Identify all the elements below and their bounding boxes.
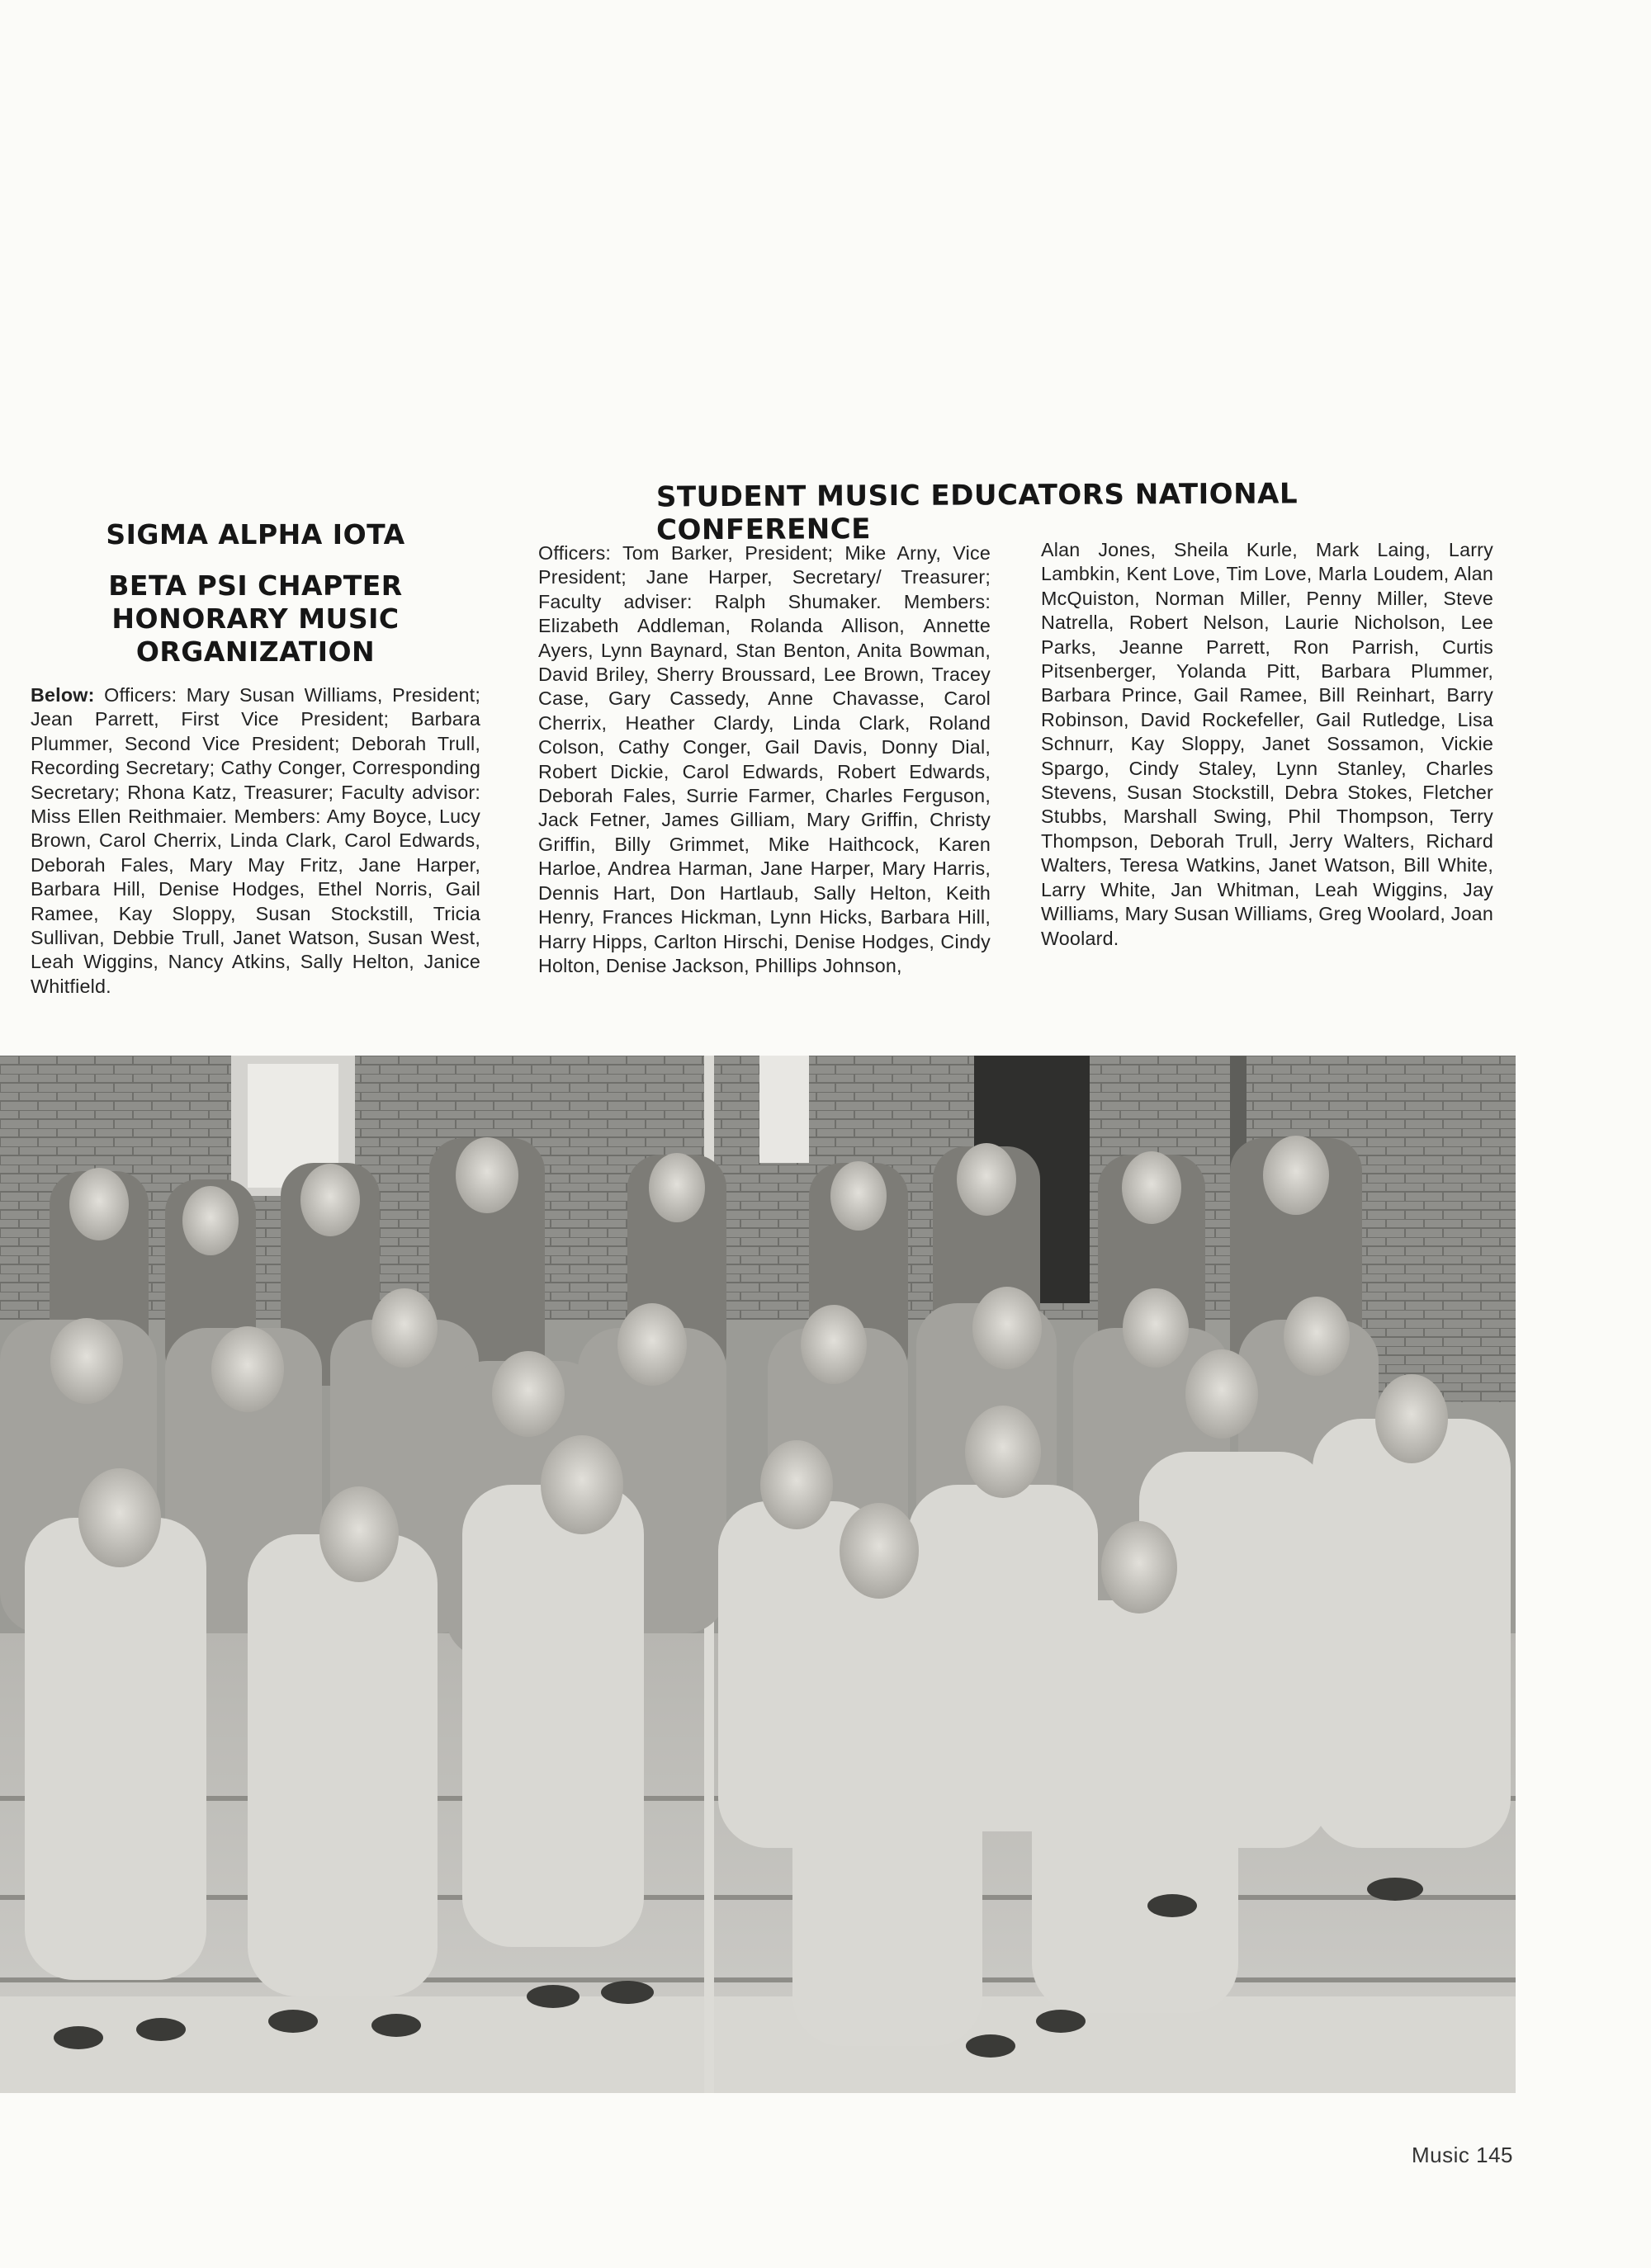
group-photo-icon [0, 1056, 1516, 2093]
sigma-subtitle-line-3: ORGANIZATION [135, 636, 376, 668]
page-folio: Music 145 [1412, 2143, 1513, 2167]
smenc-heading: STUDENT MUSIC EDUCATORS NATIONAL CONFERENCE [655, 477, 1299, 547]
smenc-column-2: Alan Jones, Sheila Kurle, Mark Laing, Larry Lambkin, Kent Love, Tim Love, Marla Loudem, Alan McQuiston, Norman Miller, Penny Miller, Steve Natrella, Robert Nelson, Laurie Nicholson, Lee Parks, Jeanne Parrett, Ron Parrish, Curtis Pitsenberger, Yolanda Pitt, Barbara Plummer, Barbara Prince, Gail Ramee, Bill Reinhart, Barry Robinson, David Rockefeller, Gail Rutledge, Lisa Schnurr, Kay Sloppy, Janet Sossamon, Vickie Spargo, Cindy Staley, Lynn Stanley, Charles Stevens, Susan Stockstill, Debra Stokes, Fletcher Stubbs, Marshall Swing, Phil Thompson, Terry Thompson, Deborah Trull, Jerry Walters, Richard Walters, Teresa Watkins, Janet Watson, Bill White, Larry White, Jan Whitman, Leah Wiggins, Jay Williams, Mary Susan Williams, Greg Woolard, Joan Woolard. [1041, 539, 1493, 949]
sigma-caption [31, 683, 480, 999]
sigma-subtitle-line-1: BETA PSI CHAPTER [108, 569, 403, 602]
caption-lead: Below: [31, 684, 95, 706]
sigma-subtitle-line-2: HONORARY MUSIC [111, 602, 400, 635]
sigma-title: SIGMA ALPHA IOTA [106, 518, 405, 550]
smenc-column-1: Officers: Tom Barker, President; Mike Arny, Vice President; Jane Harper, Secretary/ Treasurer; Faculty adviser: Ralph Shumaker. Members: Elizabeth Addleman, Rolanda Allison, Annette Ayers, Lynn Baynard, Stan Benton, Anita Bowman, David Briley, Sherry Broussard, Lee Brown, Tracey Case, Gary Cassedy, Anne Chavasse, Carol Cherrix, Heather Clardy, Linda Clark, Roland Colson, Cathy Conger, Gail Davis, Donny Dial, Robert Dickie, Carol Edwards, Robert Edwards, Deborah Fales, Surrie Farmer, Charles Ferguson, Jack Fetner, James Gilliam, Mary Griffin, Christy Griffin, Billy Grimmet, Mike Haithcock, Karen Harloe, Andrea Harman, Jane Harper, Mary Harris, Dennis Hart, Don Hartlaub, Sally Helton, Keith Henry, Frances Hickman, Lynn Hicks, Barbara Hill, Harry Hipps, Carlton Hirschi, Denise Hodges, Cindy Holton, Denise Jackson, Phillips Johnson, [538, 542, 991, 976]
sigma-alpha-iota-column [31, 518, 480, 999]
sigma-caption-text: Officers: Mary Susan Williams, President; Jean Parrett, First Vice President; Barbara Plummer, Second Vice President; Deborah Trull, Recording Secretary; Cathy Conger, Corresponding Secretary; Rhona Katz, Treasurer; Faculty advisor: Miss Ellen Reithmaier. Members: Amy Boyce, Lucy Brown, Carol Cherrix, Linda Clark, Carol Edwards, Deborah Fales, Mary May Fritz, Jane Harper, Barbara Hill, Denise Hodges, Ethel Norris, Gail Ramee, Kay Sloppy, Susan Stockstill, Tricia Sullivan, Debbie Trull, Janet Watson, Susan West, Leah Wiggins, Nancy Atkins, Sally Helton, Janice Whitfield. [31, 684, 480, 997]
